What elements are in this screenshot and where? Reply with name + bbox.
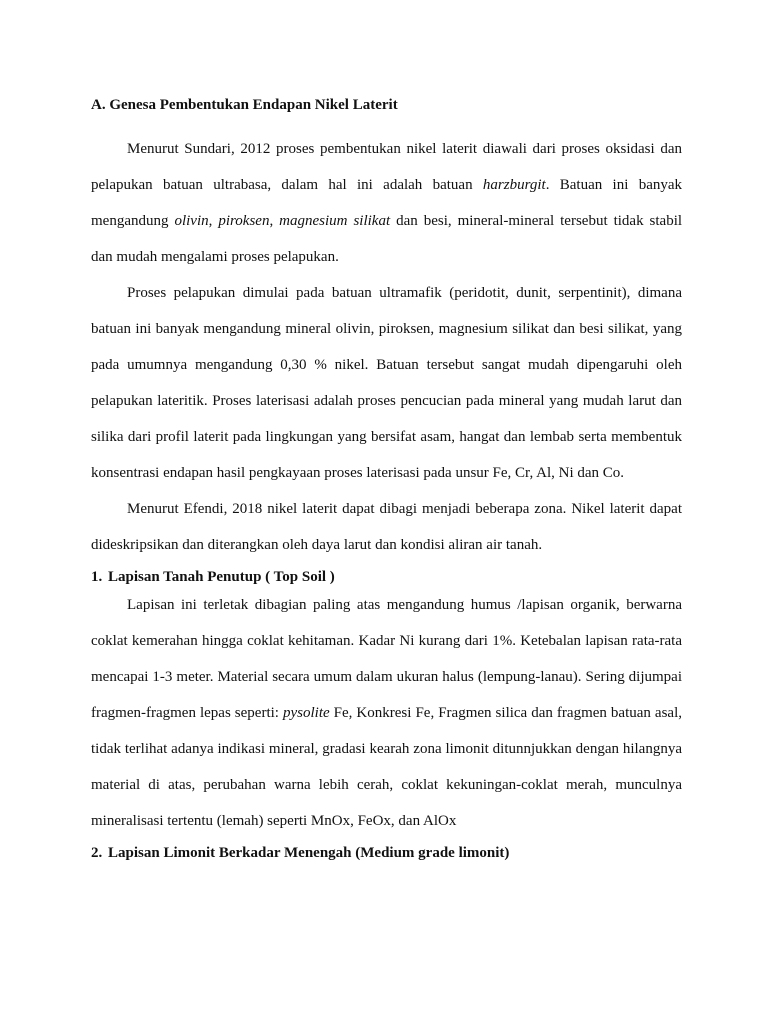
paragraph-top-soil: Lapisan ini terletak dibagian paling atas mengandung humus /lapisan organik, berwarna coklat kemerahan hingga coklat kehitaman. Kadar Ni kurang dari 1%. Ketebalan lapisan rata-rata mencapai 1-3 meter. Material secara umum dalam ukuran halus (lempung-lanau). Sering dijumpai fragmen-fragmen lepas seperti: pysolite Fe, Konkresi Fe, Fragmen silica dan fragmen batuan asal, tidak terlihat adanya indikasi mineral, gradasi kearah zona limonit ditunnjukkan dengan hilangnya material di atas, perubahan warna lebih cerah, coklat kekuningan-coklat merah, munculnya mineralisasi tertentu (lemah) seperti MnOx, FeOx, dan AlOx [91, 597, 682, 829]
section-2-title: Lapisan Limonit Berkadar Menengah (Medium grade limonit) [108, 845, 510, 861]
section-a-heading: A. Genesa Pembentukan Endapan Nikel Laterit [91, 97, 398, 113]
section-1-heading [91, 567, 682, 587]
paragraph-pelapukan: Proses pelapukan dimulai pada batuan ultramafik (peridotit, dunit, serpentinit), dimana batuan ini banyak mengandung mineral olivin, piroksen, magnesium silikat dan besi silikat, yang pada umumnya mengandung 0,30 % nikel. Batuan tersebut sangat mudah dipengaruhi oleh pelapukan lateritik. Proses laterisasi adalah proses pencucian pada mineral yang mudah larut dan silika dari profil laterit pada lingkungan yang bersifat asam, hangat dan lembab serta membentuk konsentrasi endapan hasil pengkayaan proses laterisasi pada unsur Fe, Cr, Al, Ni dan Co. [91, 285, 682, 481]
section-2-number: 2. [91, 845, 103, 861]
section-1-number: 1. [91, 569, 103, 585]
paragraph-sundari: Menurut Sundari, 2012 proses pembentukan nikel laterit diawali dari proses oksidasi dan pelapukan batuan ultrabasa, dalam hal ini adalah batuan harzburgit. Batuan ini banyak mengandung olivin, piroksen, magnesium silikat dan besi, mineral-mineral tersebut tidak stabil dan mudah mengalami proses pelapukan. [91, 141, 683, 265]
section-1-title: Lapisan Tanah Penutup ( Top Soil ) [108, 569, 335, 585]
paragraph-efendi: Menurut Efendi, 2018 nikel laterit dapat dibagi menjadi beberapa zona. Nikel laterit dapat dideskripsikan dan diterangkan oleh daya larut dan kondisi aliran air tanah. [91, 501, 682, 553]
section-2-heading [91, 843, 682, 863]
